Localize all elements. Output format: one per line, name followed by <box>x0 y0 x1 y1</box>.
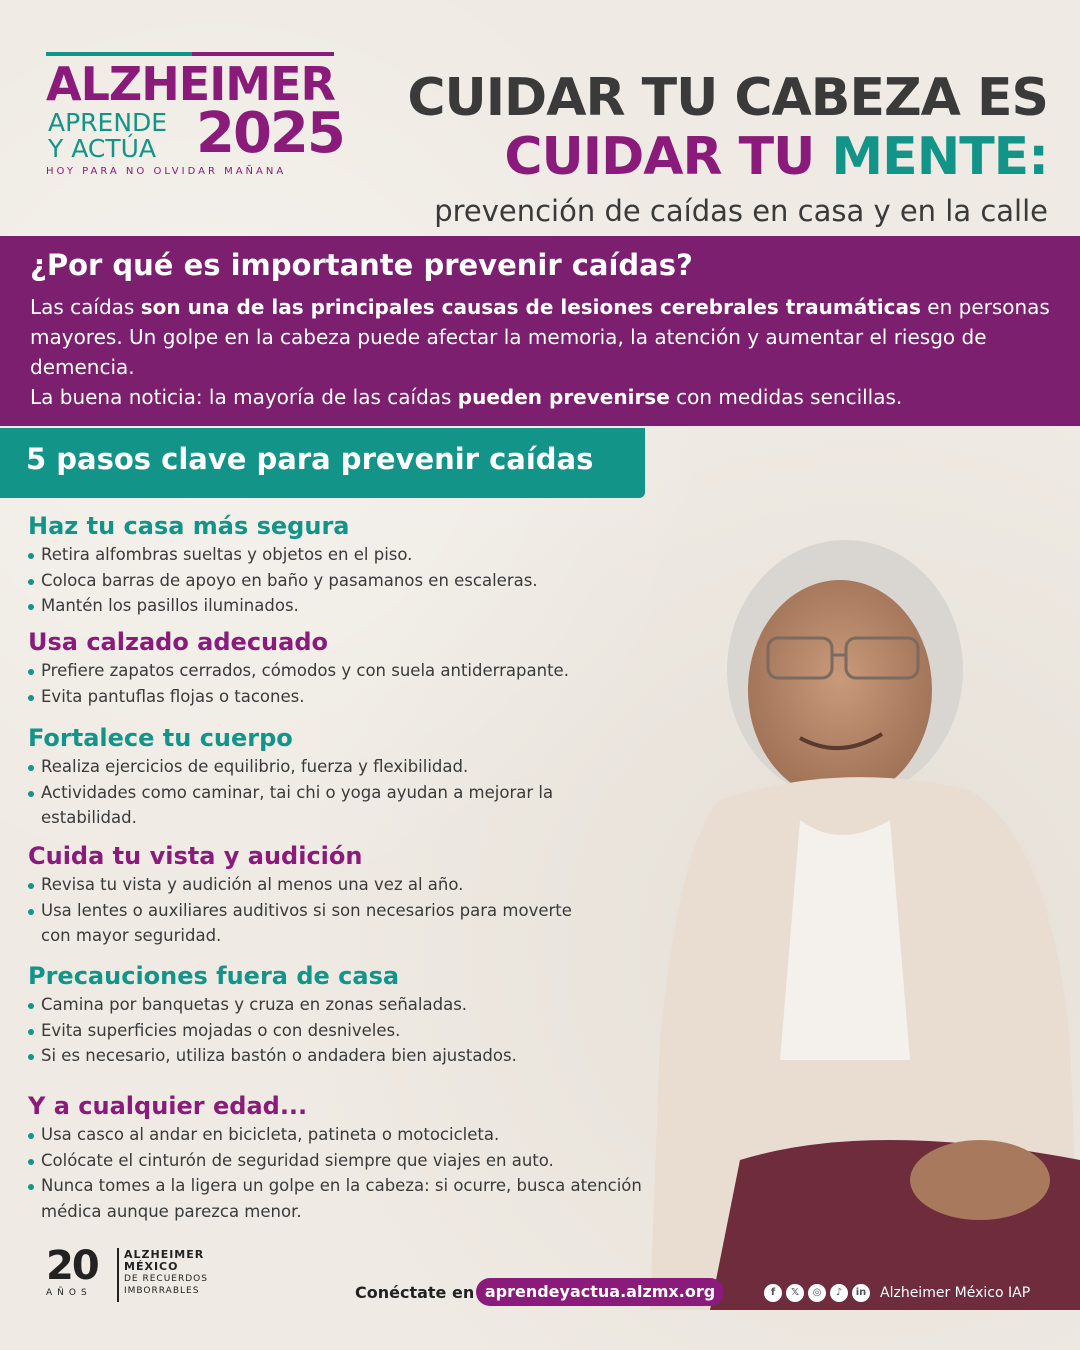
step-item: Mantén los pasillos iluminados. <box>28 593 538 619</box>
anniversary-logo <box>46 1243 98 1298</box>
step-title: Cuida tu vista y audición <box>28 842 363 870</box>
steps-header <box>0 428 645 498</box>
step-item: Evita superficies mojadas o con desniveles. <box>28 1018 517 1044</box>
title-line2a: CUIDAR TU <box>504 127 832 187</box>
step-item: Si es necesario, utiliza bastón o andadera bien ajustados. <box>28 1043 517 1069</box>
why-heading: ¿Por qué es importante prevenir caídas? <box>30 248 693 282</box>
title-line2 <box>407 126 1048 188</box>
why-section <box>0 236 1080 426</box>
campaign-logo <box>46 52 344 182</box>
step-item: Realiza ejercicios de equilibrio, fuerza y flexibilidad. <box>28 754 628 780</box>
why-text <box>30 292 1050 412</box>
logo-year: 2025 <box>196 101 344 166</box>
title-line2b: MENTE: <box>831 127 1048 187</box>
connect-label: Conéctate en <box>355 1283 475 1302</box>
website-link[interactable]: aprendeyactua.alzmx.org <box>476 1278 724 1306</box>
step-title: Precauciones fuera de casa <box>28 962 400 990</box>
step-section <box>28 1090 643 1224</box>
step-item: Coloca barras de apoyo en baño y pasamanos en escaleras. <box>28 568 538 594</box>
logo-tagline: HOY PARA NO OLVIDAR MAÑANA <box>46 166 287 177</box>
step-item: Actividades como caminar, tai chi o yoga ayudan a mejorar la estabilidad. <box>28 780 628 831</box>
page-title <box>407 70 1048 228</box>
step-item: Revisa tu vista y audición al menos una vez al año. <box>28 872 588 898</box>
step-title: Y a cualquier edad... <box>28 1092 308 1120</box>
step-item: Retira alfombras sueltas y objetos en el piso. <box>28 542 538 568</box>
step-section <box>28 960 517 1069</box>
logo-divider <box>192 52 334 56</box>
step-item: Evita pantuflas flojas o tacones. <box>28 684 569 710</box>
facebook-icon[interactable]: f <box>764 1284 782 1302</box>
social-links <box>764 1284 1030 1302</box>
instagram-icon[interactable]: ◎ <box>808 1284 826 1302</box>
title-line1: CUIDAR TU CABEZA ES <box>407 68 1048 128</box>
x-icon[interactable]: 𝕏 <box>786 1284 804 1302</box>
why-p1c: en personas mayores. Un golpe en la cabeza puede afectar la memoria, la atención y aumentar el riesgo de demencia. <box>30 295 1050 379</box>
why-p2c: con medidas sencillas. <box>669 385 903 409</box>
step-item: Camina por banquetas y cruza en zonas señaladas. <box>28 992 517 1018</box>
org-line3: DE RECUERDOS <box>124 1274 208 1284</box>
why-p1b: son una de las principales causas de lesiones cerebrales traumáticas <box>140 295 921 319</box>
logo-line3: Y ACTÚA <box>48 134 157 163</box>
step-title: Haz tu casa más segura <box>28 512 350 540</box>
step-item: Prefiere zapatos cerrados, cómodos y con suela antiderrapante. <box>28 658 569 684</box>
logo-line2: APRENDE <box>48 108 168 137</box>
social-handle: Alzheimer México IAP <box>880 1285 1031 1301</box>
step-title: Usa calzado adecuado <box>28 628 328 656</box>
step-item: Nunca tomes a la ligera un golpe en la cabeza: si ocurre, busca atención médica aunque parezca menor. <box>28 1173 643 1224</box>
org-line4: IMBORRABLES <box>124 1286 200 1296</box>
footer-divider <box>117 1248 119 1302</box>
step-item: Colócate el cinturón de seguridad siempre que viajes en auto. <box>28 1148 643 1174</box>
org-name <box>124 1249 208 1297</box>
step-item: Usa lentes o auxiliares auditivos si son necesarios para moverte con mayor seguridad. <box>28 898 588 949</box>
logo-title: ALZHEIMER <box>46 57 335 111</box>
anniversary-label: AÑOS <box>46 1288 92 1298</box>
step-title: Fortalece tu cuerpo <box>28 724 293 752</box>
org-line2: MÉXICO <box>124 1260 179 1273</box>
step-section <box>28 510 538 619</box>
step-section <box>28 626 569 709</box>
anniversary-number: 20 <box>46 1243 98 1289</box>
step-item: Usa casco al andar en bicicleta, patineta o motocicleta. <box>28 1122 643 1148</box>
tiktok-icon[interactable]: ♪ <box>830 1284 848 1302</box>
org-line1: ALZHEIMER <box>124 1248 205 1261</box>
page-subtitle: prevención de caídas en casa y en la calle <box>434 194 1048 228</box>
why-p1a: Las caídas <box>30 295 141 319</box>
elderly-woman-photo <box>650 520 1080 1310</box>
why-p2a: La buena noticia: la mayoría de las caídas <box>30 385 458 409</box>
step-section <box>28 722 628 831</box>
why-p2b: pueden prevenirse <box>457 385 670 409</box>
steps-heading: 5 pasos clave para prevenir caídas <box>26 442 594 476</box>
step-section <box>28 840 588 949</box>
linkedin-icon[interactable]: in <box>852 1284 870 1302</box>
